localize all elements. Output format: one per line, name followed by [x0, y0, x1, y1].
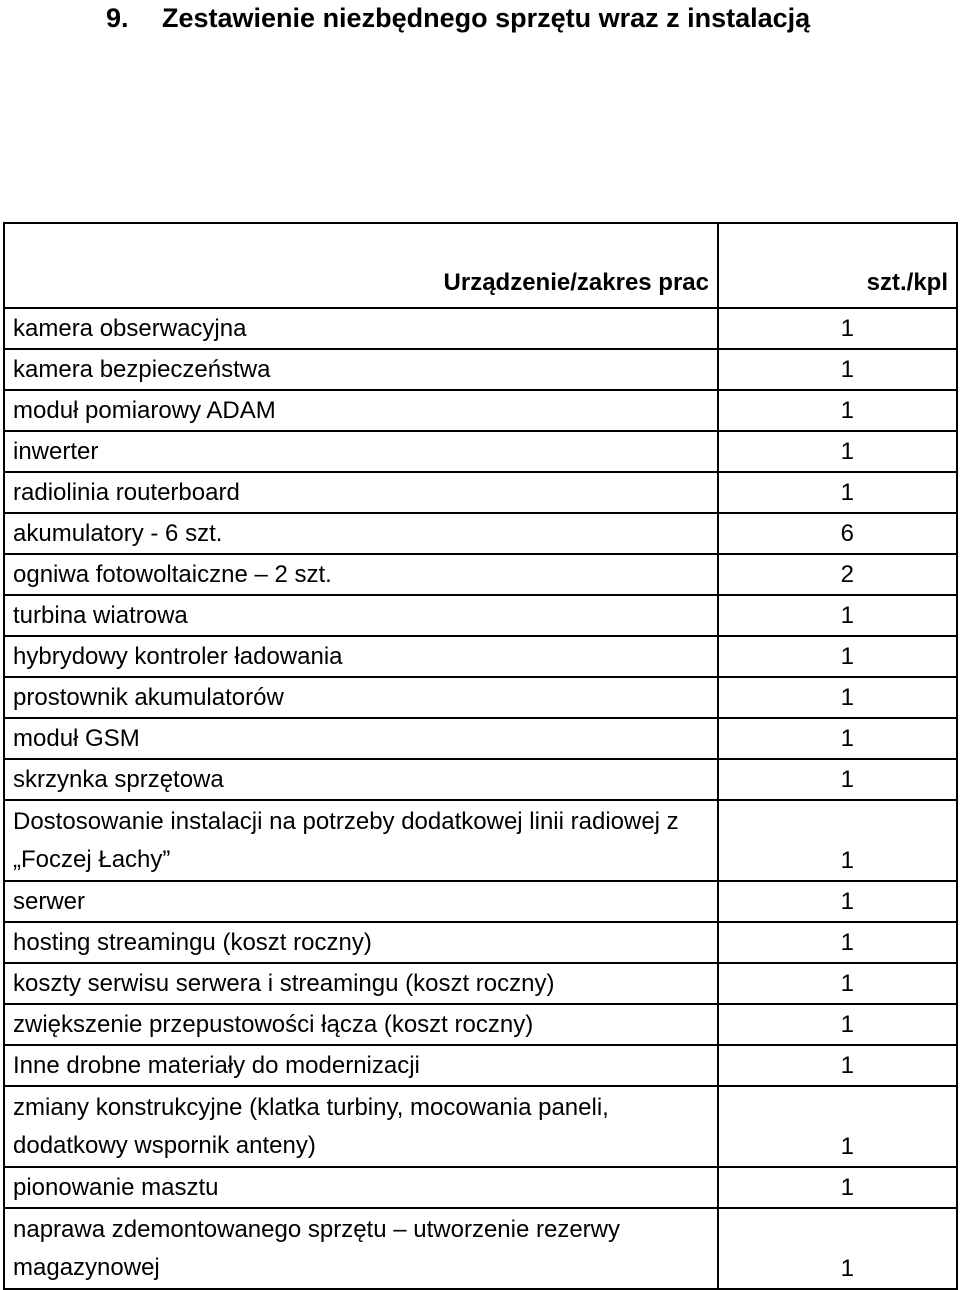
- table-row: [4, 390, 957, 431]
- table-row: [4, 349, 957, 390]
- item-name: akumulatory - 6 szt.: [4, 513, 718, 554]
- item-quantity: 1: [718, 881, 957, 922]
- item-quantity: 1: [718, 963, 957, 1004]
- item-name: kamera bezpieczeństwa: [4, 349, 718, 390]
- table-row: [4, 513, 957, 554]
- table-row: [4, 963, 957, 1004]
- item-quantity: 1: [718, 390, 957, 431]
- table-row: [4, 636, 957, 677]
- item-name: Dostosowanie instalacji na potrzeby dodatkowej linii radiowej z „Foczej Łachy”: [4, 800, 718, 881]
- table-row: [4, 1086, 957, 1167]
- item-quantity: 1: [718, 1167, 957, 1208]
- table-row: [4, 881, 957, 922]
- item-quantity: 1: [718, 472, 957, 513]
- section-heading: [106, 0, 810, 36]
- item-quantity: 1: [718, 595, 957, 636]
- table-header-row: [4, 223, 957, 308]
- table-row: [4, 595, 957, 636]
- item-quantity: 1: [718, 1208, 957, 1289]
- item-quantity: 1: [718, 1086, 957, 1167]
- item-quantity: 1: [718, 759, 957, 800]
- table-row: [4, 677, 957, 718]
- item-quantity: 6: [718, 513, 957, 554]
- item-name: hosting streamingu (koszt roczny): [4, 922, 718, 963]
- section-title: Zestawienie niezbędnego sprzętu wraz z instalacją: [162, 3, 811, 33]
- item-name: hybrydowy kontroler ładowania: [4, 636, 718, 677]
- item-quantity: 1: [718, 1004, 957, 1045]
- table-row: [4, 1004, 957, 1045]
- item-name: prostownik akumulatorów: [4, 677, 718, 718]
- table-row: [4, 554, 957, 595]
- item-quantity: 1: [718, 677, 957, 718]
- item-quantity: 1: [718, 922, 957, 963]
- item-quantity: 1: [718, 636, 957, 677]
- header-quantity: szt./kpl: [718, 223, 957, 308]
- item-name: skrzynka sprzętowa: [4, 759, 718, 800]
- item-name: moduł pomiarowy ADAM: [4, 390, 718, 431]
- item-quantity: 1: [718, 431, 957, 472]
- item-name: Inne drobne materiały do modernizacji: [4, 1045, 718, 1086]
- table-row: [4, 472, 957, 513]
- table-row: [4, 1045, 957, 1086]
- table-row: [4, 1167, 957, 1208]
- item-quantity: 1: [718, 308, 957, 349]
- equipment-table: [3, 222, 958, 1290]
- item-quantity: 1: [718, 800, 957, 881]
- item-name: kamera obserwacyjna: [4, 308, 718, 349]
- item-name: radiolinia routerboard: [4, 472, 718, 513]
- item-quantity: 1: [718, 1045, 957, 1086]
- table-row: [4, 922, 957, 963]
- table-row: [4, 800, 957, 881]
- table-row: [4, 308, 957, 349]
- table-row: [4, 759, 957, 800]
- table-row: [4, 1208, 957, 1289]
- item-quantity: 1: [718, 718, 957, 759]
- item-name: pionowanie masztu: [4, 1167, 718, 1208]
- item-quantity: 1: [718, 349, 957, 390]
- item-name: naprawa zdemontowanego sprzętu – utworzenie rezerwy magazynowej: [4, 1208, 718, 1289]
- item-name: ogniwa fotowoltaiczne – 2 szt.: [4, 554, 718, 595]
- item-name: zwiększenie przepustowości łącza (koszt roczny): [4, 1004, 718, 1045]
- item-name: moduł GSM: [4, 718, 718, 759]
- item-name: zmiany konstrukcyjne (klatka turbiny, mocowania paneli, dodatkowy wspornik anteny): [4, 1086, 718, 1167]
- table-row: [4, 718, 957, 759]
- section-number: 9.: [106, 3, 129, 33]
- item-name: turbina wiatrowa: [4, 595, 718, 636]
- item-quantity: 2: [718, 554, 957, 595]
- item-name: koszty serwisu serwera i streamingu (koszt roczny): [4, 963, 718, 1004]
- header-device-scope: Urządzenie/zakres prac: [4, 223, 718, 308]
- item-name: inwerter: [4, 431, 718, 472]
- item-name: serwer: [4, 881, 718, 922]
- table-row: [4, 431, 957, 472]
